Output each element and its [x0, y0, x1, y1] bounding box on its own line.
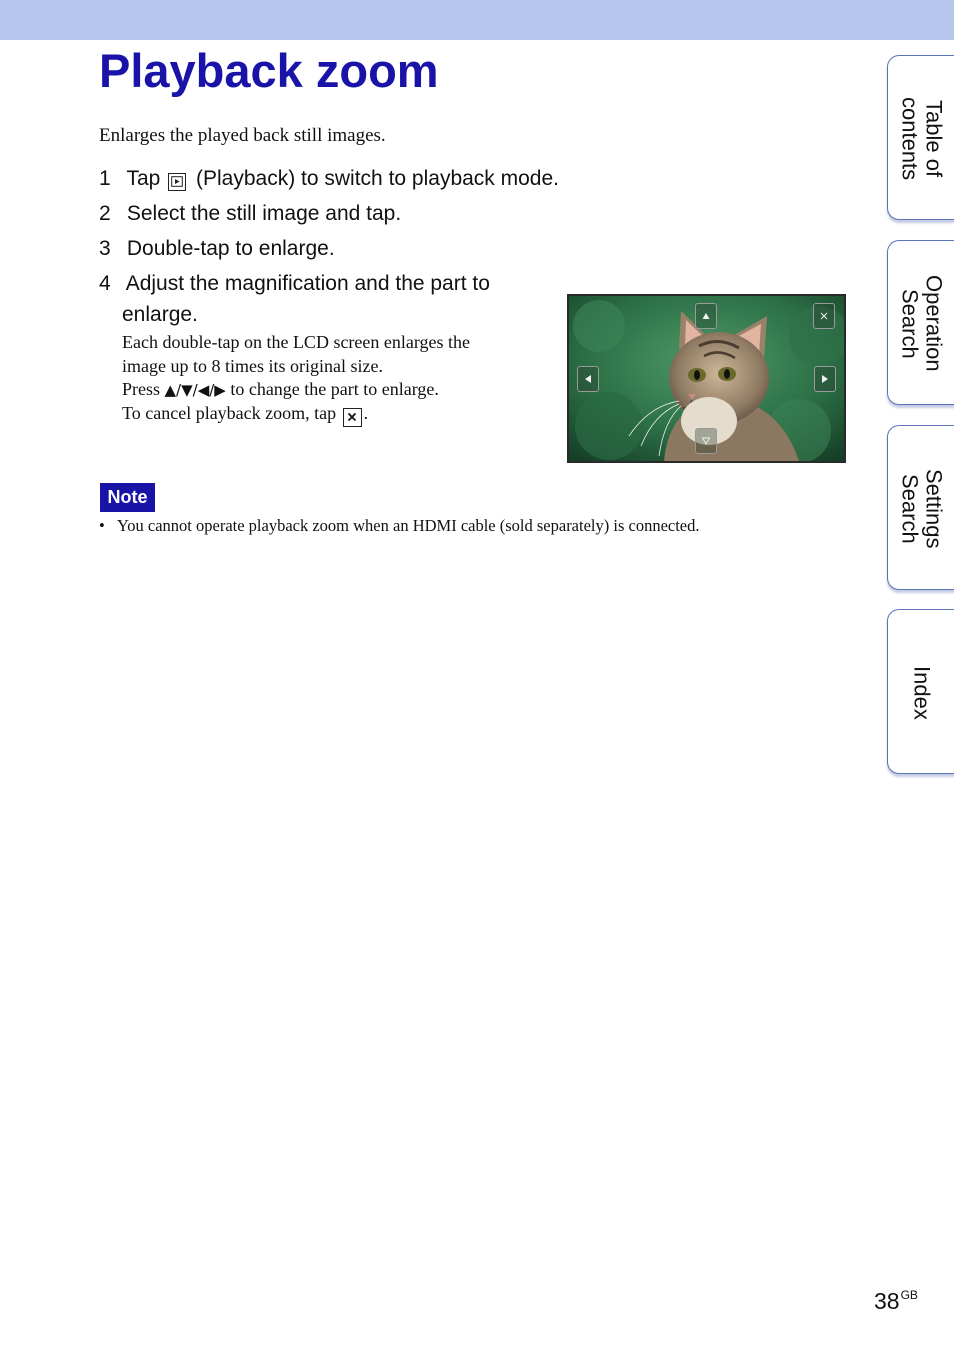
note-text: You cannot operate playback zoom when an HDMI cable (sold separately) is connected. — [117, 516, 700, 535]
arrow-keys-icons: ▲/▼/◀/▶ — [164, 381, 226, 399]
tab-settings-search[interactable] — [887, 425, 954, 590]
tab-label: Settings Search — [897, 468, 947, 549]
up-arrow-icon[interactable] — [695, 303, 717, 329]
detail-line-2: image up to 8 times its original size. — [122, 356, 383, 376]
page-number — [874, 1288, 918, 1315]
step-1 — [99, 164, 559, 194]
playback-icon — [168, 173, 186, 191]
intro-text: Enlarges the played back still images. — [99, 125, 386, 146]
step-number: 4 — [99, 272, 111, 295]
tab-table-of-contents[interactable] — [887, 55, 954, 220]
cancel-text-pre: To cancel playback zoom, tap — [122, 403, 337, 423]
note-label: Note — [100, 483, 155, 512]
step-4 — [99, 269, 490, 299]
detail-cancel — [122, 402, 368, 427]
down-arrow-icon[interactable] — [695, 428, 717, 454]
step-4-continued: enlarge. — [122, 303, 198, 326]
step-number: 3 — [99, 237, 111, 260]
step-3 — [99, 234, 335, 264]
step-number: 1 — [99, 167, 111, 190]
step-text-pre: Tap — [126, 167, 161, 190]
tab-index[interactable] — [887, 609, 954, 774]
left-arrow-icon[interactable] — [577, 366, 599, 392]
step-text: Double-tap to enlarge. — [126, 237, 335, 260]
tab-operation-search[interactable] — [887, 240, 954, 405]
cancel-text-post: . — [363, 403, 369, 423]
detail-press — [122, 378, 439, 403]
close-icon[interactable] — [813, 303, 835, 329]
step-text-post: (Playback) to switch to playback mode. — [196, 167, 560, 190]
right-arrow-icon[interactable] — [814, 366, 836, 392]
close-icon — [343, 408, 362, 427]
press-text-pre: Press — [122, 379, 161, 399]
step-number: 2 — [99, 202, 111, 225]
header-band — [0, 0, 954, 40]
step-text: Select the still image and tap. — [126, 202, 402, 225]
tab-label: Index — [909, 665, 935, 720]
detail-line-1: Each double-tap on the LCD screen enlarges the — [122, 332, 471, 352]
step-2 — [99, 199, 401, 229]
lcd-screen-illustration — [567, 294, 846, 463]
page-title: Playback zoom — [99, 44, 439, 97]
note-item — [99, 515, 700, 537]
page-number-suffix: GB — [900, 1288, 918, 1302]
tab-label: Operation Search — [897, 275, 947, 372]
page-number-value: 38 — [874, 1288, 900, 1314]
bullet: • — [99, 516, 105, 535]
tab-label: Table of contents — [897, 96, 947, 181]
press-text-post: to change the part to enlarge. — [230, 379, 439, 399]
step-text: Adjust the magnification and the part to — [125, 272, 490, 295]
